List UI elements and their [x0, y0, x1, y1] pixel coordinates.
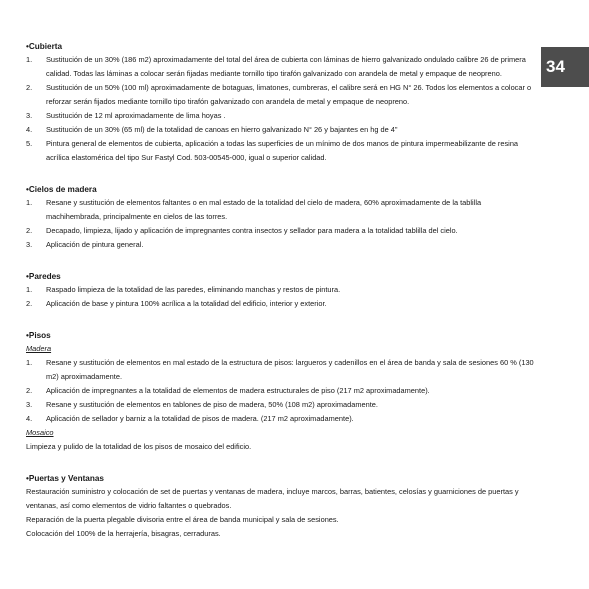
paragraph: Reparación de la puerta plegable divisoria entre el área de banda municipal y sala de sesiones. — [26, 515, 339, 524]
item-text: Sustitución de un 30% (65 ml) de la totalidad de canoas en hierro galvanizado N° 26 y bajantes en hg de 4" — [46, 125, 398, 134]
section-title-cielos: •Cielos de madera — [26, 185, 97, 194]
item-text: Pintura general de elementos de cubierta, aplicación a todas las superficies de un mínimo de dos manos de pintura impermeabilizante de resina acrílica elastomérica del tipo Sur Fastyl Cod. 503-00545-000, igual o superior calidad. — [46, 139, 519, 162]
item-text: Aplicación de pintura general. — [46, 240, 144, 249]
item-text: Raspado limpieza de la totalidad de las paredes, eliminando manchas y restos de pintura. — [46, 285, 341, 294]
list-item — [26, 123, 536, 137]
item-number: 2. — [26, 299, 33, 308]
section-pisos — [26, 329, 536, 454]
item-text: Aplicación de impregnantes a la totalidad de elementos de madera estructurales de piso (217 m2 aproximadamente). — [46, 386, 430, 395]
item-text: Sustitución de 12 ml aproximadamente de lima hoyas . — [46, 111, 226, 120]
list-item — [26, 412, 536, 426]
list-item — [26, 81, 536, 109]
item-number: 2. — [26, 83, 33, 92]
paragraph: Restauración suministro y colocación de set de puertas y ventanas de madera, incluye marcos, barras, batientes, celosías y guarniciones de puertas y ventanas, así como elementos de vidrio faltantes o quebrados. — [26, 487, 519, 510]
item-number: 4. — [26, 125, 33, 134]
section-title-puertas: •Puertas y Ventanas — [26, 474, 104, 483]
item-number: 1. — [26, 285, 33, 294]
item-text: Sustitución de un 50% (100 ml) aproximadamente de botaguas, limatones, cumbreras, el calibre será en HG N° 26. Todos los elementos a colocar o reforzar serán fijados mediante tornillo tipo tirafón galvanizado con arandela de metal y empaque de neopreno. — [46, 83, 532, 106]
item-text: Resane y sustitución de elementos en tablones de piso de madera, 50% (108 m2) aproximadamente. — [46, 400, 378, 409]
list-item — [26, 238, 536, 252]
subheading-madera: Madera — [26, 344, 52, 353]
section-title-pisos: •Pisos — [26, 331, 51, 340]
section-paredes — [26, 270, 536, 311]
page-number-badge: 34 — [541, 47, 589, 87]
section-puertas — [26, 472, 536, 541]
item-number: 2. — [26, 226, 33, 235]
document-body — [26, 40, 536, 559]
item-number: 1. — [26, 358, 33, 367]
list-item — [26, 137, 536, 165]
list-item — [26, 384, 536, 398]
list-item — [26, 297, 536, 311]
item-text: Resane y sustitución de elementos en mal estado de la estructura de pisos: largueros y cadenillos en el área de banda y sala de sesiones 60 % (130 m2) aproximadamente. — [46, 358, 534, 381]
section-title-paredes: •Paredes — [26, 272, 61, 281]
item-text: Aplicación de sellador y barniz a la totalidad de pisos de madera. (217 m2 aproximadamente). — [46, 414, 354, 423]
list-item — [26, 356, 536, 384]
list-item — [26, 196, 536, 224]
item-text: Aplicación de base y pintura 100% acrílica a la totalidad del edificio, interior y exterior. — [46, 299, 327, 308]
item-text: Sustitución de un 30% (186 m2) aproximadamente del total del área de cubierta con láminas de hierro galvanizado ondulado calibre 26 de primera calidad. Todas las láminas a colocar serán fijadas mediante tornillo tipo tirafón galvanizado con arandela de metal y empaque de neopreno. — [46, 55, 526, 78]
list-item — [26, 283, 536, 297]
paragraph-mosaico: Limpieza y pulido de la totalidad de los pisos de mosaico del edificio. — [26, 442, 252, 451]
item-text: Resane y sustitución de elementos faltantes o en mal estado de la totalidad del cielo de madera, 60% aproximadamente de la tablilla machihembrada, principalmente en cielos de las torres. — [46, 198, 482, 221]
list-item — [26, 224, 536, 238]
item-number: 1. — [26, 198, 33, 207]
list-item — [26, 53, 536, 81]
subheading-mosaico: Mosaico — [26, 428, 54, 437]
item-number: 3. — [26, 111, 33, 120]
item-number: 3. — [26, 240, 33, 249]
item-number: 2. — [26, 386, 33, 395]
item-number: 3. — [26, 400, 33, 409]
list-item — [26, 109, 536, 123]
section-title-cubierta: •Cubierta — [26, 42, 63, 51]
item-text: Decapado, limpieza, lijado y aplicación de impregnantes contra insectos y sellador para madera a la totalidad tablilla del cielo. — [46, 226, 458, 235]
item-number: 1. — [26, 55, 33, 64]
paragraph: Colocación del 100% de la herrajería, bisagras, cerraduras. — [26, 529, 221, 538]
section-cielos — [26, 183, 536, 252]
section-cubierta — [26, 40, 536, 165]
item-number: 5. — [26, 139, 33, 148]
list-item — [26, 398, 536, 412]
item-number: 4. — [26, 414, 33, 423]
